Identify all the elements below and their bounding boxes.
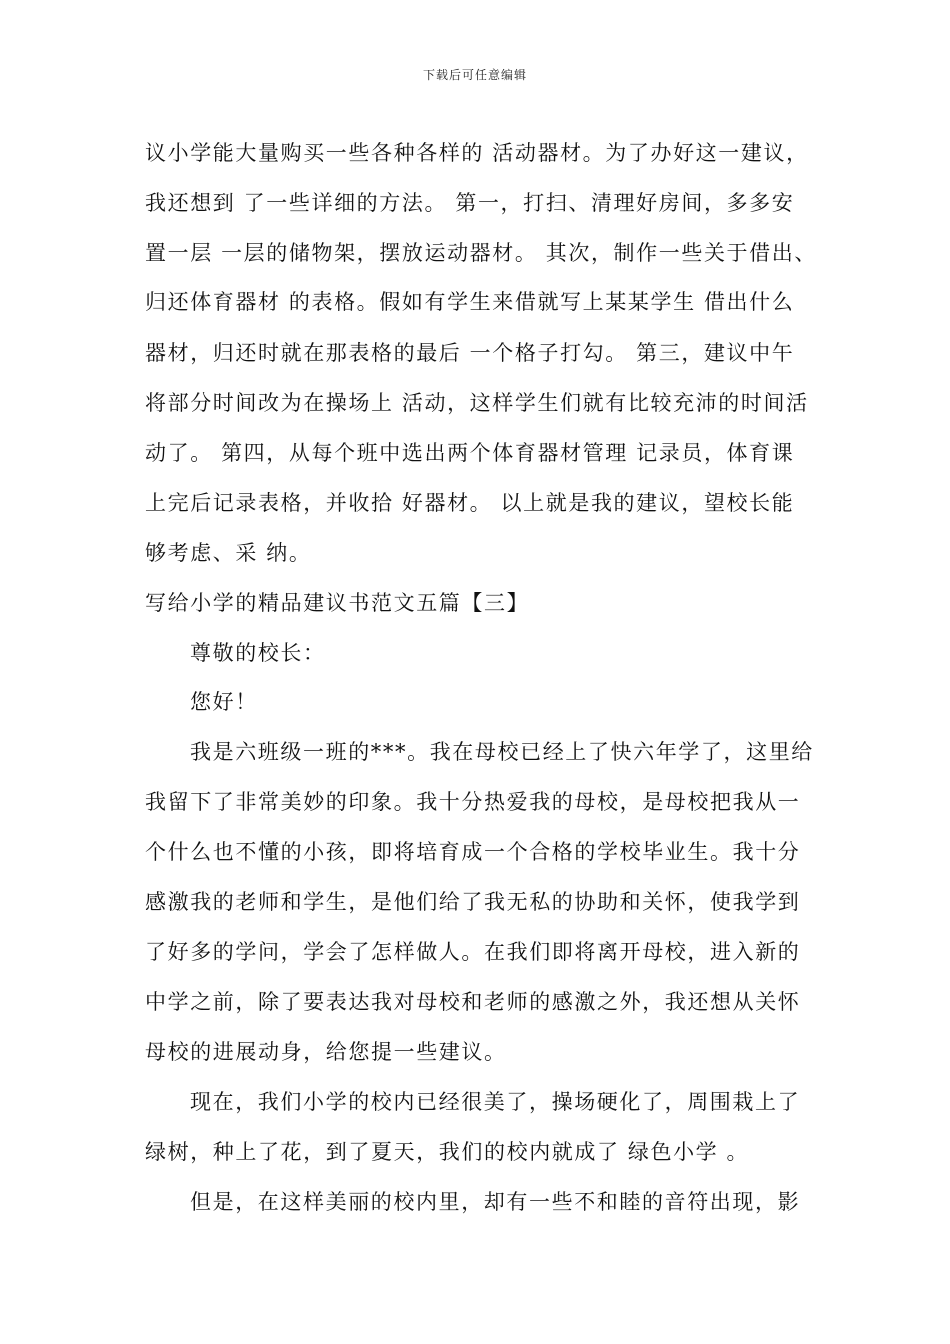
body-line-1: 议小学能大量购买一些各种各样的 活动器材。为了办好这一建议， [145,141,809,165]
body-line-7: 动了。 第四，从每个班中选出两个体育器材管理 记录员，体育课 [145,441,795,465]
body-line-4: 归还体育器材 的表格。假如有学生来借就写上某某学生 借出什么 [145,290,795,314]
body-line-21: 绿树，种上了花，到了夏天，我们的校内就成了 绿色小学 。 [145,1140,750,1164]
body-line-16: 感激我的老师和学生，是他们给了我无私的协助和关怀，使我学到 [145,890,801,914]
body-line-22: 但是，在这样美丽的校内里，却有一些不和睦的音符出现，影 [190,1190,801,1214]
body-line-8: 上完后记录表格，并收拾 好器材。 以上就是我的建议，望校长能 [145,491,795,515]
body-line-19: 母校的进展动身，给您提一些建议。 [145,1040,507,1064]
body-line-20: 现在，我们小学的校内已经很美了，操场硬化了，周围栽上了 [190,1090,801,1114]
body-line-9: 够考虑、采 纳。 [145,541,312,565]
body-line-2: 我还想到 了一些详细的方法。 第一，打扫、清理好房间，多多安 [145,191,795,215]
body-line-17: 了好多的学问，学会了怎样做人。在我们即将离开母校，进入新的 [145,940,801,964]
body-line-5: 器材，归还时就在那表格的最后 一个格子打勾。 第三，建议中午 [145,341,795,365]
salutation: 尊敬的校长： [190,641,326,665]
body-line-6: 将部分时间改为在操场上 活动，这样学生们就有比较充沛的时间活 [145,391,809,415]
body-line-18: 中学之前，除了要表达我对母校和老师的感激之外，我还想从关怀 [145,990,801,1014]
section-heading: 写给小学的精品建议书范文五篇【三】 [145,591,530,615]
body-line-3: 置一层 一层的储物架，摆放运动器材。 其次，制作一些关于借出、 [145,241,817,265]
body-line-13: 我是六班级一班的***。我在母校已经上了快六年学了，这里给 [190,740,814,764]
body-line-15: 个什么也不懂的小孩，即将培育成一个合格的学校毕业生。我十分 [145,840,801,864]
body-line-14: 我留下了非常美妙的印象。我十分热爱我的母校，是母校把我从一 [145,790,801,814]
greeting: 您好！ [190,690,258,714]
page-header: 下载后可任意编辑 [422,68,527,82]
